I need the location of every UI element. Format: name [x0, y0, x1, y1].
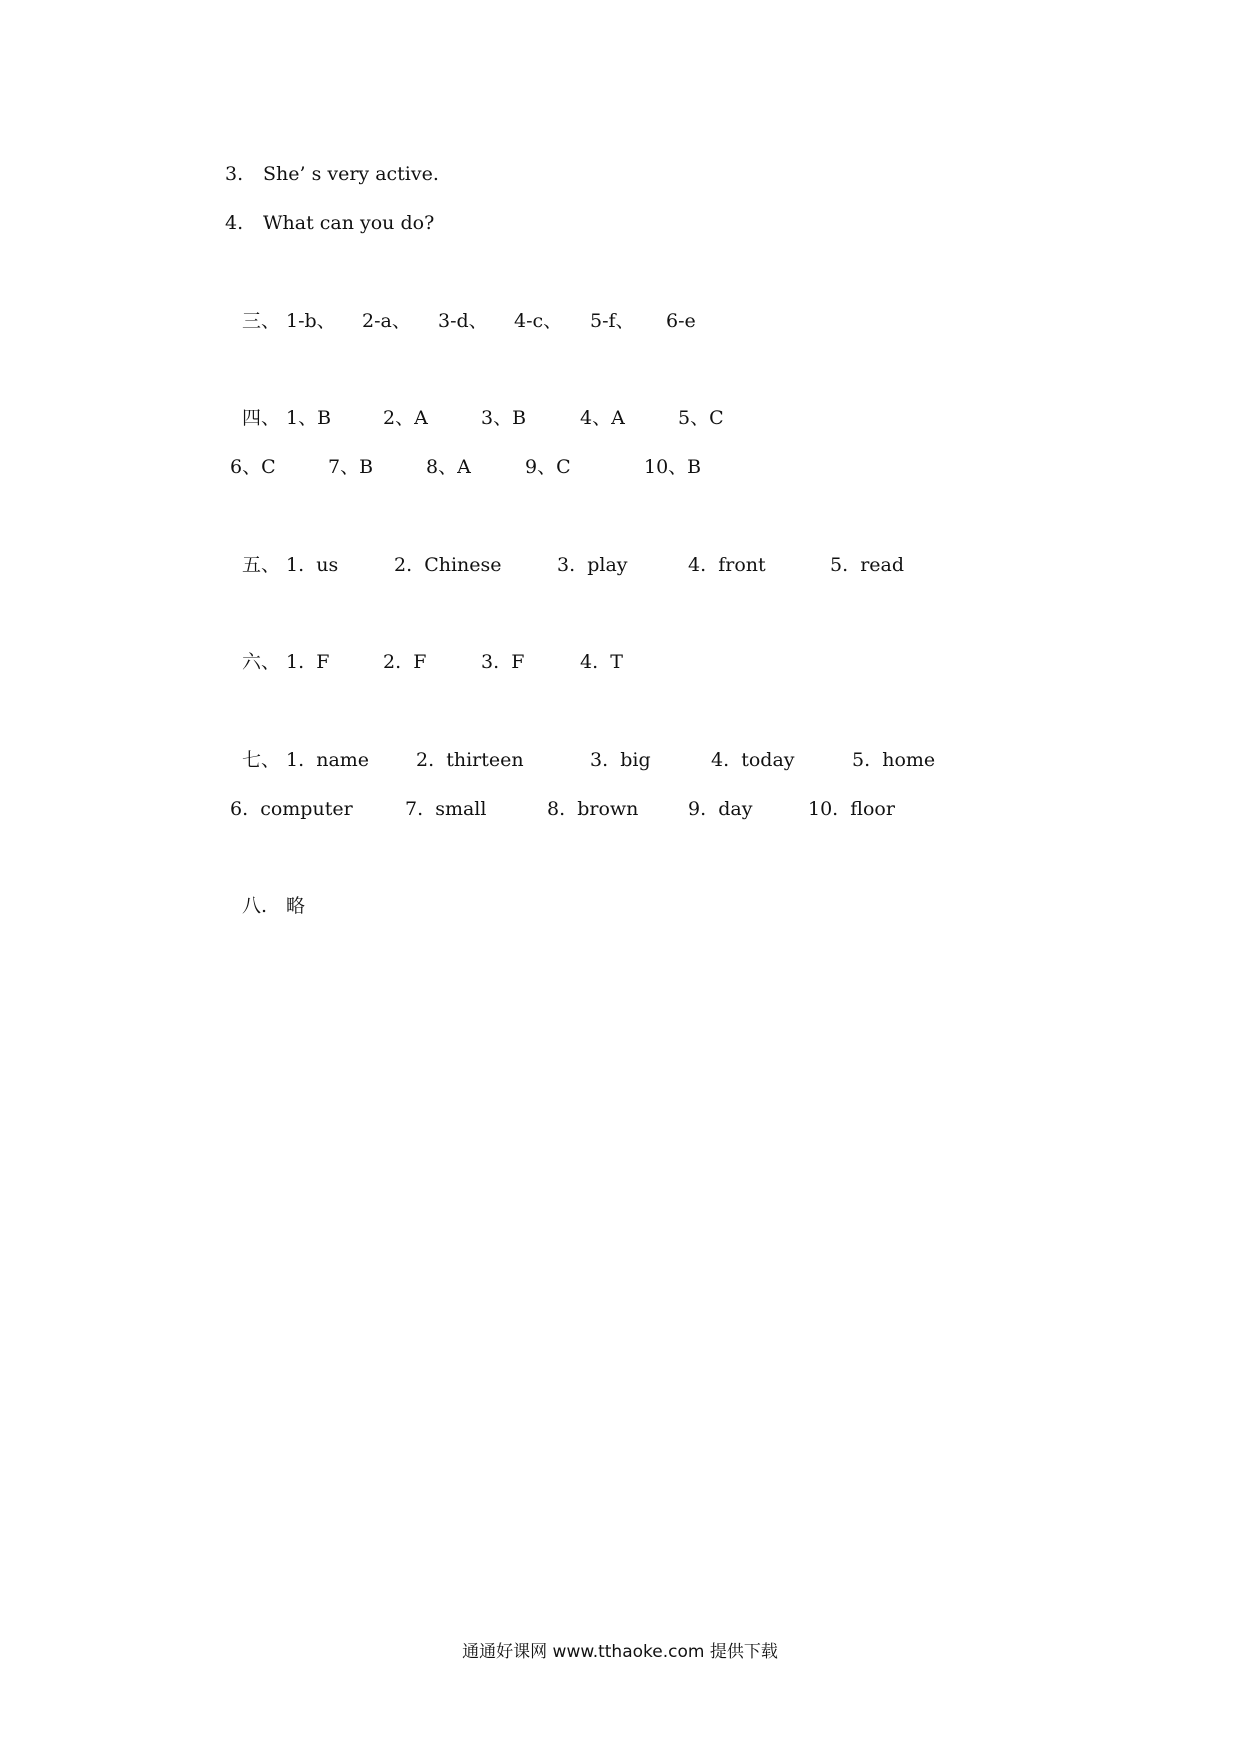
answer: 5、C: [678, 407, 724, 429]
section-label: 三、: [242, 310, 281, 332]
answer: 7、B: [328, 456, 374, 478]
answer: 2. thirteen: [416, 749, 524, 771]
answer: 6、C: [230, 456, 276, 478]
answer: 4. front: [688, 554, 766, 576]
item-text: What can you do?: [263, 212, 435, 234]
answer: 4. today: [711, 749, 795, 771]
section-label: 八.: [242, 895, 268, 917]
item-number: 4.: [225, 212, 244, 234]
answer: 2-a、: [362, 310, 411, 332]
answer: 10. floor: [808, 798, 895, 820]
answer: 8、A: [426, 456, 471, 478]
answer: 略: [286, 895, 306, 917]
item-text: She’ s very active.: [263, 163, 439, 185]
answer: 1、B: [286, 407, 332, 429]
answer: 1. us: [286, 554, 339, 576]
answer: 1. F: [286, 651, 330, 673]
page-footer: 通通好课网 www.tthaoke.com 提供下载: [462, 1642, 778, 1662]
section-label: 七、: [242, 749, 281, 771]
part2-item-4: [225, 212, 435, 290]
answer: 6. computer: [230, 798, 353, 820]
answer: 7. small: [405, 798, 487, 820]
section-label: 五、: [242, 554, 281, 576]
answer: 3. play: [557, 554, 628, 576]
section-label: 六、: [242, 651, 281, 673]
answer: 3. F: [481, 651, 525, 673]
answer: 5-f、: [590, 310, 635, 332]
answer: 4-c、: [514, 310, 563, 332]
answer: 9、C: [525, 456, 571, 478]
answer: 6-e: [666, 310, 696, 332]
answer: 5. read: [830, 554, 905, 576]
answer: 5. home: [852, 749, 936, 771]
answer: 3、B: [481, 407, 527, 429]
answer: 2. F: [383, 651, 427, 673]
answer: 2、A: [383, 407, 428, 429]
answer: 4. T: [580, 651, 623, 673]
answer: 1-b、: [286, 310, 336, 332]
answer: 2. Chinese: [394, 554, 502, 576]
item-number: 3.: [225, 163, 244, 185]
answer: 9. day: [688, 798, 753, 820]
section-8: [242, 895, 306, 973]
answer: 3. big: [590, 749, 651, 771]
answer: 8. brown: [547, 798, 639, 820]
answer: 3-d、: [438, 310, 488, 332]
answer: 10、B: [644, 456, 702, 478]
section-label: 四、: [242, 407, 281, 429]
answer: 1. name: [286, 749, 370, 771]
answer: 4、A: [580, 407, 625, 429]
